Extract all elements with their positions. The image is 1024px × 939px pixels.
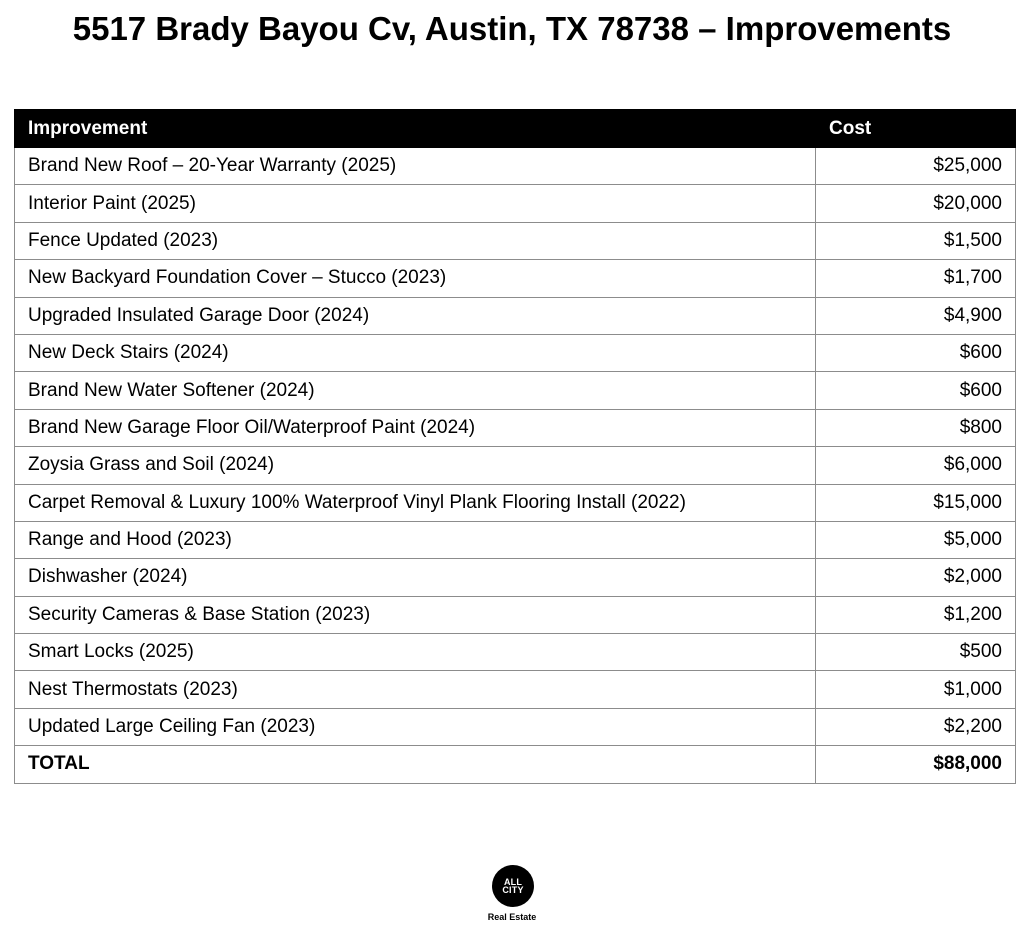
- improvement-cell: Security Cameras & Base Station (2023): [15, 596, 816, 633]
- cost-cell: $1,200: [816, 596, 1016, 633]
- improvement-cell: Carpet Removal & Luxury 100% Waterproof Vinyl Plank Flooring Install (2022): [15, 484, 816, 521]
- improvement-cell: Fence Updated (2023): [15, 222, 816, 259]
- improvement-cell: New Backyard Foundation Cover – Stucco (2023): [15, 260, 816, 297]
- page-title: 5517 Brady Bayou Cv, Austin, TX 78738 – Improvements: [72, 10, 952, 47]
- cost-cell: $600: [816, 372, 1016, 409]
- logo-line-1: ALL: [503, 877, 523, 887]
- column-header-improvement: Improvement: [15, 110, 816, 148]
- cost-cell: $1,500: [816, 222, 1016, 259]
- improvement-cell: Brand New Roof – 20-Year Warranty (2025): [15, 148, 816, 185]
- table-header: [15, 110, 1016, 148]
- table-row: [15, 148, 1016, 185]
- table-row: [15, 671, 1016, 708]
- cost-cell: $2,200: [816, 708, 1016, 745]
- table-row: [15, 447, 1016, 484]
- table-header-row: [15, 110, 1016, 148]
- improvement-cell: Upgraded Insulated Garage Door (2024): [15, 297, 816, 334]
- cost-cell: $15,000: [816, 484, 1016, 521]
- table-row: [15, 559, 1016, 596]
- table-row: [15, 297, 1016, 334]
- table-row: [15, 521, 1016, 558]
- improvement-cell: New Deck Stairs (2024): [15, 334, 816, 371]
- improvement-cell: Zoysia Grass and Soil (2024): [15, 447, 816, 484]
- table-row: [15, 708, 1016, 745]
- table-row: [15, 372, 1016, 409]
- improvement-cell: Nest Thermostats (2023): [15, 671, 816, 708]
- cost-cell: $500: [816, 634, 1016, 671]
- table-row: [15, 185, 1016, 222]
- improvement-cell: Smart Locks (2025): [15, 634, 816, 671]
- cost-cell: $800: [816, 409, 1016, 446]
- total-row: [15, 746, 1016, 783]
- table-row: [15, 334, 1016, 371]
- improvement-cell: Dishwasher (2024): [15, 559, 816, 596]
- cost-cell: $1,700: [816, 260, 1016, 297]
- improvement-cell: Interior Paint (2025): [15, 185, 816, 222]
- column-header-cost: Cost: [816, 110, 1016, 148]
- table-row: [15, 634, 1016, 671]
- cost-cell: $20,000: [816, 185, 1016, 222]
- table-row: [15, 484, 1016, 521]
- table-row: [15, 222, 1016, 259]
- all-city-logo: [492, 865, 534, 907]
- cost-cell: $5,000: [816, 521, 1016, 558]
- table-row: [15, 596, 1016, 633]
- cost-cell: $4,900: [816, 297, 1016, 334]
- improvements-table: [14, 109, 1016, 784]
- improvement-cell: Range and Hood (2023): [15, 521, 816, 558]
- logo-line-2: CITY: [502, 885, 524, 895]
- improvements-table-container: [14, 109, 1015, 784]
- total-cost: $88,000: [816, 746, 1016, 783]
- table-row: [15, 409, 1016, 446]
- improvement-cell: Brand New Garage Floor Oil/Waterproof Paint (2024): [15, 409, 816, 446]
- cost-cell: $2,000: [816, 559, 1016, 596]
- cost-cell: $25,000: [816, 148, 1016, 185]
- improvement-cell: Updated Large Ceiling Fan (2023): [15, 708, 816, 745]
- table-row: [15, 260, 1016, 297]
- cost-cell: $600: [816, 334, 1016, 371]
- cost-cell: $6,000: [816, 447, 1016, 484]
- table-body: [15, 148, 1016, 784]
- logo-subtitle: Real Estate: [487, 912, 537, 922]
- improvement-cell: Brand New Water Softener (2024): [15, 372, 816, 409]
- cost-cell: $1,000: [816, 671, 1016, 708]
- total-label: TOTAL: [15, 746, 816, 783]
